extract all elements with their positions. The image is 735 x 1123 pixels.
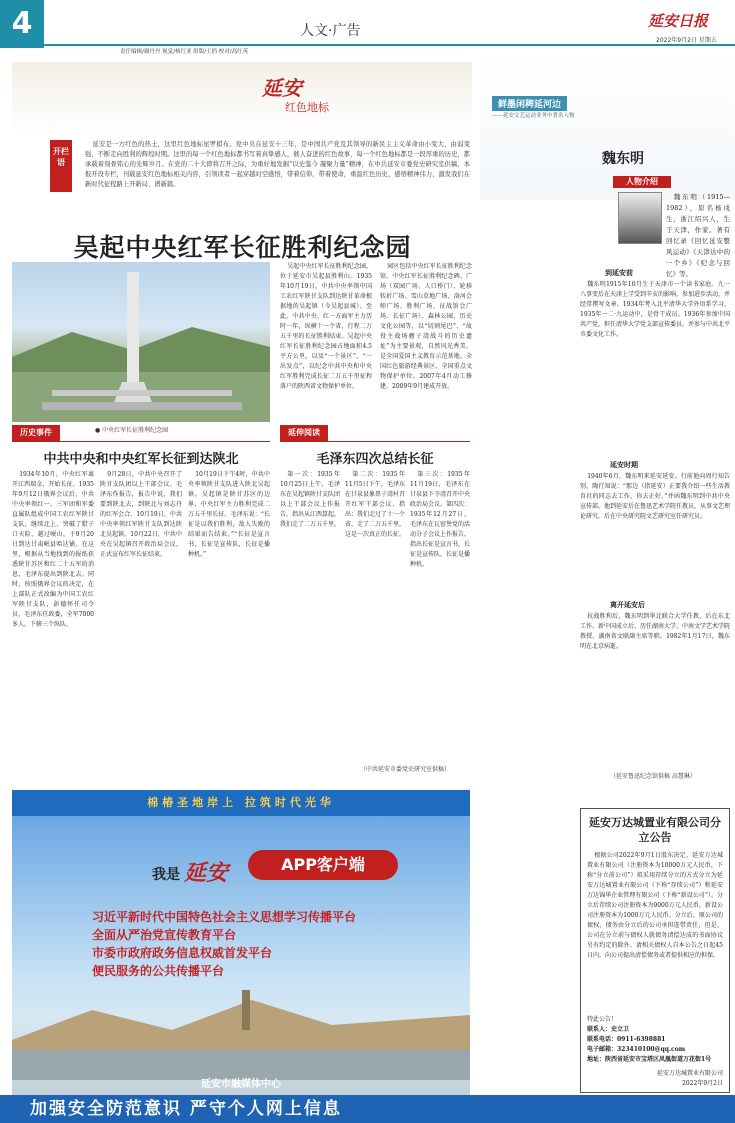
page-number: 4 (0, 0, 44, 48)
notice-address: 地址：陕西省延安市宝塔区凤凰街道万花街1号 (587, 1056, 712, 1063)
notice-closing: 特此公告！ (587, 1016, 618, 1023)
ad-app-brand: 延安 (184, 860, 229, 886)
photo-caption-text: 中央红军长征胜利纪念园 (102, 427, 169, 434)
section2-title: 延安时期 (610, 461, 638, 469)
extended-reading-tag: 延伸阅读 (280, 425, 328, 441)
notice-email: 电子邮箱：323410100@qq.com (587, 1046, 686, 1053)
app-advertisement (12, 790, 470, 1098)
history-event-tag: 历史事件 (12, 425, 60, 441)
extended-rule (280, 441, 470, 442)
column-brand: 延安 (262, 76, 302, 100)
header-rule (44, 44, 735, 46)
section1-title: 到延安前 (605, 269, 633, 277)
ad-lines (92, 908, 356, 980)
right-source: （延安鲁迅纪念馆供稿 高慧琳） (610, 773, 696, 780)
issue-date: 2022年9月2日 星期五 (656, 37, 717, 44)
extended-col2: 第二次：1935年11月5日下午，毛泽东在甘泉县象鼻子湾村召开红军干部会议，指出：我们走过了十一个省，走了二万五千里，这是一次真正的长征。 (345, 471, 406, 538)
history-event-title: 中共中央和中央红军长征到达陕北 (43, 452, 239, 467)
ad-footer: 延安市融媒体中心 (201, 1079, 281, 1090)
company-notice (580, 808, 730, 1093)
photo-caption: ● 中央红军长征胜利纪念园 (95, 427, 169, 434)
memorial-illustration (12, 262, 270, 422)
history-rule (12, 441, 270, 442)
series-header-bg (480, 52, 735, 200)
extended-source: （中共延安市委党史研究室供稿） (360, 766, 451, 773)
column-subtitle: 红色地标 (285, 101, 329, 114)
person-tag: 人物介绍 (613, 176, 671, 188)
notice-title: 延安万达城置业有限公司分立公告 (589, 816, 721, 844)
ad-line: 全面从严治党宣传教育平台 (92, 928, 237, 942)
section1-text: 魏东明1915年10月生于天津市一个读书家庭。九一八事变后在天津上学受到辛亥的影响，参加进步活动，并经常撰写文章。1934年考入北平清华大学外语系学习，1935年一二·九运动中，是骨干成员。1936年参加中国共产党，担任清华大学党支部宣传委员，并参与中共北平市委文化工作。 (580, 281, 731, 338)
ad-app-label: APP客户端 (248, 850, 398, 880)
series-subtitle: ——延安文艺运动业务中著名人物 (492, 113, 575, 119)
person-portrait (618, 192, 662, 244)
ad-line: 习近平新时代中国特色社会主义思想学习传播平台 (92, 910, 357, 924)
ad-banner-slogan: 棉椿圣地岸上 拉筑时代光华 (12, 790, 470, 816)
main-article-col1: 吴起中央红军长征胜利纪念园，位于延安市吴起县胜利山。1935年10月19日，中共中央率领中国工农红军陕甘支队到达陕甘革命根据地的吴起镇（今吴起县城）。至此，中共中央、红一方面军主力历时一年，纵横十一个省，行程二万五千里的长征胜利结束。吴起中央红军长征胜利纪念园占地面积4.5平方公里，以及“一个景区”，“一出发点”，以纪念中共中央和中央红军胜利完成长征二万五千里征程落户的陕西省文物保护单位。 (280, 263, 372, 390)
section3-title: 离开延安后 (610, 601, 645, 609)
ad-app-prefix: 我是 (152, 867, 180, 883)
notice-date: 2022年9月2日 (682, 1080, 723, 1087)
notice-text: 根据公司2022年9月1日股东决定，延安万达城置业有限公司（注册资本为10000万元人民币，下称“分立前公司”）拟采用存续分立的方式分立为延安万达城置业有限公司（下称“存续公司”）和延安万达锦华企业管理有限公司（下称“新设公司”）。分立后存续公司注册资本为9000万元人民币，新设公司注册资本为1000万元人民币。分立后，原公司的债权、债务由分立后的公司承担连带责任，但是，公司在分立前与债权人就债务清偿达成的书面协议另有约定的除外。请相关债权人自本公告之日起45日内，向公司提出清偿债务或者提供相应的担保。 (587, 852, 723, 959)
masthead-logo: 延安日报 (648, 12, 709, 30)
intro-text: 延安是一方红色的热土，这里红色地标星罗棋布。党中央在延安十三年，是中国共产党及其领导的新民主主义革命由小变大、由弱变强，不断走向胜利的辉煌时期。这里的每一个红色地标都书写着真挚感人，催人奋进的红色故事，每一个红色地标都是一段厚重的历史，都承载着刻骨铭心的光辉岁月。在党的二十大即将召开之际，为重好地发掘“以史鉴今 凝聚力量”精神，在中共延安市委党史研究室供稿，本报开设专栏，刊载延安红色地标相关内容，引领读者一起穿越时空感悟，带着信仰，带着使命，重温红色历史，感悟精神伟力，激发我们在新时代征程路上开新局、谱新篇。 (85, 141, 470, 188)
intro-tag: 开栏语 (50, 140, 72, 192)
main-article-col2: 园区包括中央红军长征胜利纪念馆、中央红军长征胜利纪念碑、广场（双园广场、人口桥门）、轮移转折广场、雪山草地广场、洛河会师广场、胜利广场、征战馆会广场、长征广场）、森林公园、历史文化公园等，以“切割尾巴”、“故役主战场蘑子湾战斗的历史遗址”为主要景观，自然风光秀美，是全国爱国主义教育示范基地、全国红色旅游经典景区、全国重点文物保护单位。2007年4月动工修建，2009年9月建成开放。 (380, 263, 472, 390)
history-col1: 1934年10月，中央红军离开江西瑞金，开始长征。1935年9月12日俄界会议后，中共中央率领红一、三军团和军委直属队组成中国工农红军陕甘支队，继续北上。突破了腊子口天险，越过岷山，于9月20日到达甘肃岷县哈达铺。在这里，根据从当地找到的报纸获悉陕甘苏区和红二十五军的消息，毛泽东提出到陕北去。同时，按照俄界会议的决定，在上部队正式改编为中国工农红军陕甘支队，彭德怀任司令员，毛泽东任政委，全军7000多人。下辖三个纵队。 (12, 471, 94, 628)
main-article-title: 吴起中央红军长征胜利纪念园 (73, 233, 412, 262)
column-banner-bg (12, 62, 472, 134)
notice-signature: 延安万达城置业有限公司 (656, 1070, 723, 1077)
notice-contact: 联系人：史立卫 (587, 1026, 630, 1033)
bottom-slogan: 加强安全防范意识 严守个人网上信息 (0, 1095, 735, 1123)
extended-col1: 第一次：1935年10月25日上午，毛泽东在吴起镇陕甘支队团以上干部会议上作报告，指出从江西算起，我们走了二万五千里。 (280, 471, 341, 528)
history-col3: 10月19日下午4时，中共中央率领陕甘支队进入陕北吴起镇。吴起镇是陕甘苏区的边界，中央红军主力胜利完成二万五千里长征。毛泽东说：“长征是以我们胜利，敌人失败的结果而告结束。”“长征是宣言书，长征是宣传队，长征是播种机。” (188, 471, 270, 558)
ad-skyline (12, 990, 470, 1080)
history-col2: 9月28日，中共中央召开了陕甘支队团以上干部会议。毛泽东作报告，报告中说，我们要到陕北去，到陕北与刘志丹的红军会合。10月19日，中共中央率领红军陕甘支队到达陕北吴起镇。10月22日，中共中央在吴起镇召开政治局会议，正式宣布红军长征结束。 (100, 471, 182, 558)
person-bio: 魏东明（1915—1982），原名杨戌生，浙江绍兴人，生于天津，作家。著有回忆录《回忆延安整风运动》《天津达中的一个乡》《纪念与回忆》等。 (666, 193, 730, 278)
section-title: 人文·广告 (300, 23, 361, 39)
editor-credits: 责任编辑/谢丹丹 视觉/杨红亚 组版/王俏 校对/高红英 (120, 49, 249, 55)
extended-col3: 第三次：1935年11月19日，毛泽东在甘泉县下寺湾召开中央政治局会议。第四次：1935年12月27日，毛泽东在瓦窑堡党的活动分子会议上作报告，指出长征是宣言书，长征是宣传队，长征是播种机。 (410, 471, 471, 568)
series-title: 鲜墨闲稗延河边 (492, 96, 567, 111)
extended-reading-title: 毛泽东四次总结长征 (316, 452, 434, 467)
section2-text: 1940年6月，魏东明来延安延安。行前他向周行知告别，陶行知说：“那边（指延安）正要我介绍一些生活教育社的同志去工作，你去正好。”并函魏东明到中共中央宣传部，他到延安后在鲁迅艺术学院任教员，从事文艺理论研究，后在中央研究院文艺研究室任研究员。 (580, 473, 731, 520)
notice-phone: 联系电话：0911-6398881 (587, 1036, 666, 1043)
ad-line: 便民服务的公共传播平台 (92, 964, 225, 978)
memorial-photo (12, 262, 270, 422)
section3-text: 抗战胜利后，魏东明到华北联合大学任教，后在东北工作。新中国成立后，历任湖南大学、中南文学艺术学院教授、湖南省文联副主席等职。1982年1月17日，魏东明在北京病逝。 (580, 613, 731, 650)
person-name: 魏东明 (602, 151, 644, 167)
ad-line: 市委市政府政务信息权威首发平台 (92, 946, 273, 960)
